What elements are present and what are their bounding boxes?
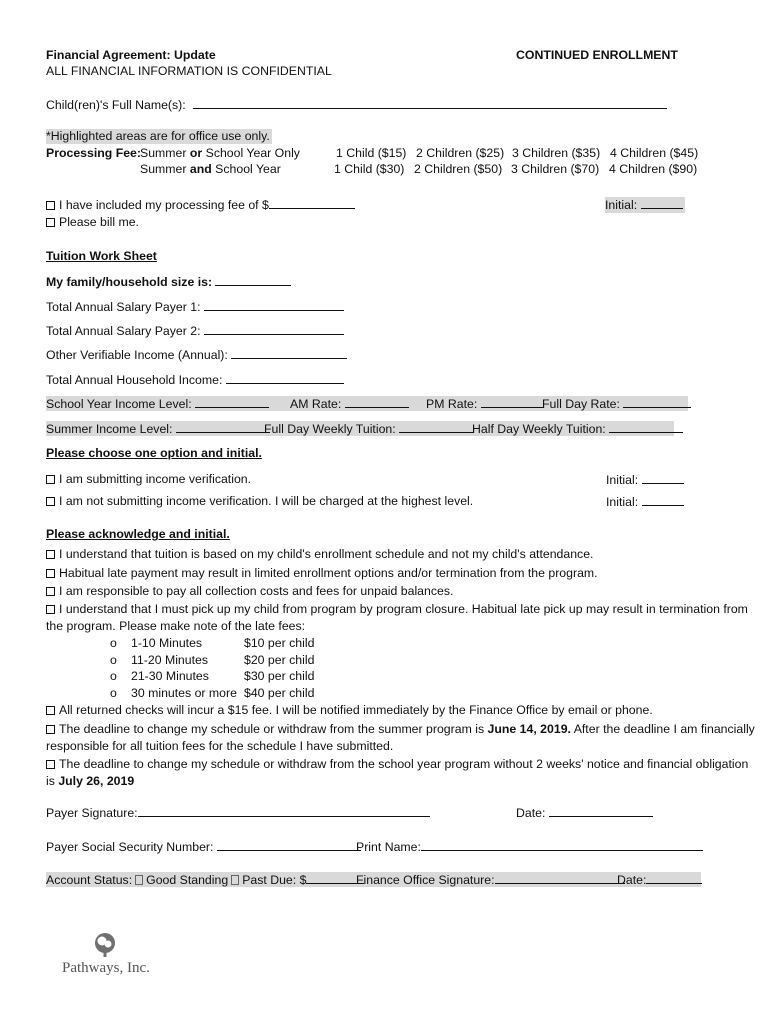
initial-label: Initial:	[606, 495, 639, 509]
initial-label: Initial:	[605, 198, 638, 212]
summer-level-label: Summer Income Level:	[46, 422, 173, 436]
payer-signature-label: Payer Signature:	[46, 806, 138, 820]
ack-pickup: I understand that I must pick up my child from program by program closure. Habitual late pick up may result in termination from	[46, 602, 748, 617]
no-income-verif-initial	[606, 494, 684, 510]
other-income-label: Other Verifiable Income (Annual):	[46, 348, 228, 362]
household-income-label: Total Annual Household Income:	[46, 373, 223, 387]
half-day-weekly-field[interactable]	[609, 421, 683, 433]
fee-row1-desc: Summer or School Year Only	[140, 146, 300, 160]
pm-rate	[426, 396, 543, 412]
company-logo-text: Pathways, Inc.	[62, 960, 150, 976]
children-names-label: Child(ren)'s Full Name(s):	[46, 98, 186, 112]
processing-fee-label: Processing Fee:	[46, 146, 141, 160]
school-year-level-field[interactable]	[195, 396, 269, 408]
ack-attendance: I understand that tuition is based on my child's enrollment schedule and not my child's attendance.	[46, 547, 593, 562]
fee-price: 1 Child ($30)	[334, 162, 405, 176]
ack-collection-costs: I am responsible to pay all collection costs and fees for unpaid balances.	[46, 584, 453, 599]
late-fee-amount: $20 per child	[244, 653, 315, 667]
payer-signature-field[interactable]	[138, 805, 430, 817]
acknowledge-title: Please acknowledge and initial.	[46, 527, 230, 541]
bill-me-row	[46, 215, 139, 230]
no-income-verif-initial-field[interactable]	[642, 494, 684, 506]
salary1-field[interactable]	[204, 299, 344, 311]
half-day-weekly-label: Half Day Weekly Tuition:	[472, 422, 606, 436]
late-fee-time: 30 minutes or more	[131, 686, 237, 700]
enrollment-type: CONTINUED ENROLLMENT	[516, 48, 678, 62]
full-day-weekly-field[interactable]	[399, 421, 473, 433]
full-day-weekly-label: Full Day Weekly Tuition:	[264, 422, 396, 436]
household-size-row	[46, 274, 291, 290]
signature-date-row	[516, 805, 653, 821]
income-verif-label: I am submitting income verification.	[59, 472, 252, 486]
ack-checkbox[interactable]	[46, 550, 55, 559]
fee-price: 3 Children ($35)	[512, 146, 601, 160]
salary2-field[interactable]	[204, 323, 344, 335]
salary2-row	[46, 323, 344, 339]
full-day-weekly	[264, 421, 473, 437]
household-income-field[interactable]	[226, 372, 344, 384]
full-day-rate	[542, 396, 691, 412]
fee-price: 4 Children ($90)	[609, 162, 698, 176]
late-fee-bullet: o	[110, 653, 117, 667]
late-fee-bullet: o	[110, 686, 117, 700]
school-year-level-label: School Year Income Level:	[46, 397, 192, 411]
summer-level-field[interactable]	[176, 421, 270, 433]
household-income-row	[46, 372, 344, 388]
fee-price: 3 Children ($70)	[511, 162, 600, 176]
fee-price: 1 Child ($15)	[336, 146, 407, 160]
income-verif-initial	[606, 472, 684, 488]
fee-included-checkbox[interactable]	[46, 201, 55, 210]
summer-level	[46, 421, 270, 437]
late-fee-amount: $10 per child	[244, 636, 315, 650]
ack-checkbox[interactable]	[46, 760, 55, 769]
household-size-field[interactable]	[215, 274, 291, 286]
office-use-note: *Highlighted areas are for office use only.	[46, 129, 270, 143]
bill-me-checkbox[interactable]	[46, 218, 55, 227]
fee-price: 2 Children ($25)	[416, 146, 505, 160]
past-due-checkbox[interactable]	[231, 875, 239, 885]
ssn-field[interactable]	[217, 839, 361, 851]
am-rate-label: AM Rate:	[290, 397, 342, 411]
income-verif-checkbox[interactable]	[46, 475, 55, 484]
school-year-level	[46, 396, 269, 412]
late-fee-time: 1-10 Minutes	[131, 636, 203, 650]
half-day-weekly	[472, 421, 683, 437]
fee-row2-desc: Summer and School Year	[140, 162, 281, 176]
finance-signature-label: Finance Office Signature:	[356, 873, 495, 887]
payer-signature-row	[46, 805, 430, 821]
ack-summer-deadline: The deadline to change my schedule or withdraw from the summer program is June 14, 2019. After the deadline I am financially	[46, 722, 755, 737]
print-name-label: Print Name:	[356, 840, 421, 854]
fee-price: 4 Children ($45)	[610, 146, 699, 160]
salary1-row	[46, 299, 344, 315]
good-standing-label: Good Standing	[146, 873, 229, 887]
confidential-note: ALL FINANCIAL INFORMATION IS CONFIDENTIAL	[46, 64, 332, 78]
full-day-rate-label: Full Day Rate:	[542, 397, 620, 411]
ack-pickup-cont: the program. Please make note of the late fees:	[46, 619, 306, 633]
signature-date-label: Date:	[516, 806, 546, 820]
late-fee-time: 11-20 Minutes	[131, 653, 209, 667]
household-size-label: My family/household size is:	[46, 275, 213, 289]
late-fee-bullet: o	[110, 636, 117, 650]
full-day-rate-field[interactable]	[623, 396, 691, 408]
ack-returned-checks: All returned checks will incur a $15 fee. I will be notified immediately by the Finance Office by email or phone.	[46, 703, 653, 718]
past-due-label: Past Due: $	[242, 873, 307, 887]
ack-summer-deadline-cont: responsible for all tuition fees for the schedule I have submitted.	[46, 739, 394, 753]
finance-signature-field[interactable]	[495, 872, 625, 884]
ack-school-year-deadline: The deadline to change my schedule or withdraw from the school year program without 2 weeks' notice and financial obligation	[46, 757, 748, 772]
fee-included-row	[46, 197, 355, 213]
choose-option-title: Please choose one option and initial.	[46, 446, 262, 460]
ack-checkbox[interactable]	[46, 725, 55, 734]
income-verif-initial-field[interactable]	[642, 472, 684, 484]
tree-logo-icon	[92, 932, 118, 958]
other-income-field[interactable]	[231, 347, 347, 359]
finance-date	[617, 872, 702, 888]
ssn-row	[46, 839, 361, 855]
finance-signature	[356, 872, 625, 888]
late-fee-amount: $30 per child	[244, 669, 315, 683]
account-status	[46, 872, 364, 888]
fee-amount-field[interactable]	[269, 197, 355, 209]
form-title: Financial Agreement: Update	[46, 48, 216, 62]
bill-me-label: Please bill me.	[59, 215, 139, 229]
salary2-label: Total Annual Salary Payer 2:	[46, 324, 201, 338]
good-standing-checkbox[interactable]	[135, 875, 143, 885]
initial-label: Initial:	[606, 473, 639, 487]
pm-rate-field[interactable]	[481, 396, 543, 408]
no-income-verif-label: I am not submitting income verification. I will be charged at the highest level.	[59, 494, 474, 508]
ssn-label: Payer Social Security Number:	[46, 840, 214, 854]
late-fee-bullet: o	[110, 669, 117, 683]
fee-initial	[605, 197, 685, 213]
worksheet-title: Tuition Work Sheet	[46, 249, 157, 263]
ack-school-year-deadline-cont: is July 26, 2019	[46, 774, 135, 788]
print-name-row	[356, 839, 703, 855]
salary1-label: Total Annual Salary Payer 1:	[46, 300, 201, 314]
fee-included-label: I have included my processing fee of $	[59, 198, 269, 212]
finance-date-field[interactable]	[646, 872, 702, 884]
pm-rate-label: PM Rate:	[426, 397, 478, 411]
children-names-field[interactable]	[193, 97, 667, 109]
ack-checkbox[interactable]	[46, 569, 55, 578]
am-rate-field[interactable]	[345, 396, 409, 408]
finance-date-label: Date:	[617, 873, 647, 887]
ack-checkbox[interactable]	[46, 587, 55, 596]
print-name-field[interactable]	[421, 839, 703, 851]
no-income-verif-checkbox[interactable]	[46, 497, 55, 506]
late-fee-amount: $40 per child	[244, 686, 315, 700]
am-rate	[290, 396, 409, 412]
children-names-row	[46, 97, 667, 113]
no-income-verif-row	[46, 494, 473, 509]
signature-date-field[interactable]	[549, 805, 653, 817]
fee-initial-field[interactable]	[641, 197, 683, 209]
income-verif-row	[46, 472, 251, 487]
other-income-row	[46, 347, 347, 363]
account-status-label: Account Status:	[46, 873, 133, 887]
ack-late-payment: Habitual late payment may result in limited enrollment options and/or termination from the program.	[46, 566, 598, 581]
late-fee-time: 21-30 Minutes	[131, 669, 209, 683]
ack-checkbox[interactable]	[46, 605, 55, 614]
ack-checkbox[interactable]	[46, 706, 55, 715]
fee-price: 2 Children ($50)	[414, 162, 503, 176]
